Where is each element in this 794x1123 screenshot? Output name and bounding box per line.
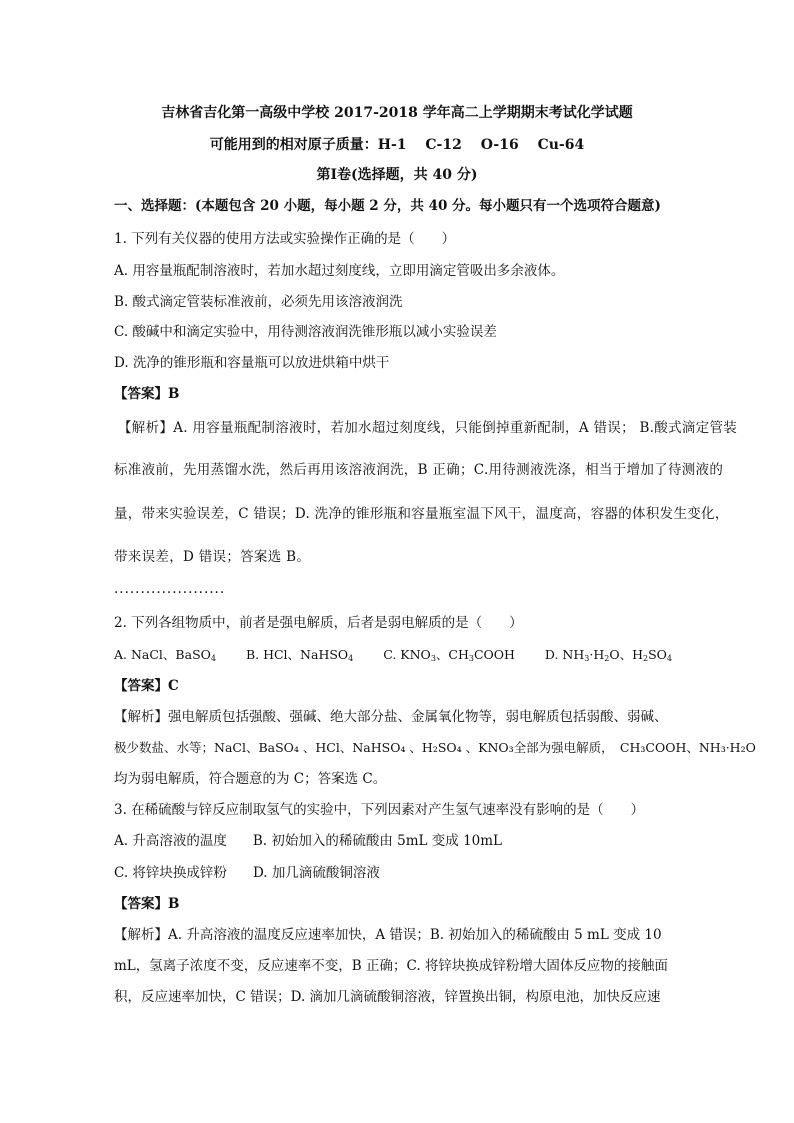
q1-answer: 【答案】B bbox=[114, 386, 180, 402]
q1-explanation-line-3: 量，带来实验误差，C 错误；D. 洗净的锥形瓶和容量瓶室温下风干，温度高，容器的体积发生变化， bbox=[114, 506, 729, 522]
q1-stem: 1. 下列有关仪器的使用方法或实验操作正确的是（ ） bbox=[114, 231, 456, 247]
q3-explanation-line-1: 【解析】A. 升高溶液的温度反应速率加快，A 错误；B. 初始加入的稀硫酸由 5 mL 变成 10 bbox=[114, 927, 662, 943]
q3-explanation-line-2: mL，氢离子浓度不变，反应速率不变，B 正确；C. 将锌块换成锌粉增大固体反应物的接触面 bbox=[114, 958, 668, 974]
q3-options-row-2 bbox=[114, 864, 380, 882]
q2-option-c: C. $KNO_3$、$CH_3COOH$ bbox=[383, 647, 515, 663]
q2-explanation-line-2: 极少数盐、水等；NaCl、BaSO₄ 、HCl、NaHSO₄ 、H₂SO₄ 、KNO₃全部为强电解质， CH₃COOH、NH₃·H₂O bbox=[114, 740, 756, 755]
q3-option-a: A. 升高溶液的温度 bbox=[114, 833, 227, 849]
q2-options-row bbox=[114, 646, 672, 668]
q3-options-row-1 bbox=[114, 832, 502, 850]
exam-title: 吉林省吉化第一高级中学校 2017-2018 学年高二上学期期末考试化学试题 bbox=[161, 105, 633, 121]
q2-explanation-line-1: 【解析】强电解质包括强酸、强碱、绝大部分盐、金属氧化物等，弱电解质包括弱酸、弱碱、 bbox=[114, 709, 668, 725]
q1-explanation-line-1: 【解析】A. 用容量瓶配制溶液时，若加水超过刻度线，只能倒掉重新配制，A 错误； B.酸式滴定管装 bbox=[118, 420, 738, 436]
q2-option-b: B. HCl、NaHSO$_4$ bbox=[245, 647, 354, 663]
atomic-masses-line: 可能用到的相对原子质量：H-1 C-12 O-16 Cu-64 bbox=[209, 137, 585, 153]
q2-stem: 2. 下列各组物质中，前者是强电解质，后者是弱电解质的是（ ） bbox=[114, 615, 523, 631]
separator-dots: ..................... bbox=[114, 581, 226, 597]
q2-explanation-line-3: 均为弱电解质，符合题意的为 C；答案选 C。 bbox=[114, 771, 387, 787]
q3-stem: 3. 在稀硫酸与锌反应制取氢气的实验中，下列因素对产生氢气速率没有影响的是（ ） bbox=[114, 802, 645, 818]
q1-option-b: B. 酸式滴定管装标准液前，必须先用该溶液润洗 bbox=[114, 294, 403, 310]
q3-option-c: C. 将锌块换成锌粉 bbox=[114, 865, 227, 881]
section-heading: 一、选择题：(本题包含 20 小题，每小题 2 分，共 40 分。每小题只有一个选项符合题意) bbox=[114, 198, 661, 214]
q3-option-b: B. 初始加入的稀硫酸由 5mL 变成 10mL bbox=[252, 833, 503, 849]
q1-option-d: D. 洗净的锥形瓶和容量瓶可以放进烘箱中烘干 bbox=[114, 355, 390, 371]
q2-option-d: D. $NH_3\cdot H_2O$、$H_2SO_4$ bbox=[544, 647, 672, 663]
q2-answer: 【答案】C bbox=[114, 678, 179, 694]
q1-option-c: C. 酸碱中和滴定实验中，用待测溶液润洗锥形瓶以减小实验误差 bbox=[114, 324, 497, 340]
q1-explanation-line-4: 带来误差，D 错误；答案选 B。 bbox=[114, 549, 311, 565]
q2-option-a: A. NaCl、BaSO$_4$ bbox=[114, 647, 216, 663]
q1-option-a: A. 用容量瓶配制溶液时，若加水超过刻度线，立即用滴定管吸出多余液体。 bbox=[114, 263, 565, 279]
q1-explanation-line-2: 标准液前，先用蒸馏水洗，然后再用该溶液润洗，B 正确；C.用待测液洗涤，相当于增加了待测液的 bbox=[114, 462, 724, 478]
volume-heading: 第Ⅰ卷(选择题，共 40 分) bbox=[316, 167, 478, 183]
q3-answer: 【答案】B bbox=[114, 896, 180, 912]
q3-option-d: D. 加几滴硫酸铜溶液 bbox=[252, 865, 380, 881]
q3-explanation-line-3: 积，反应速率加快，C 错误；D. 滴加几滴硫酸铜溶液，锌置换出铜，构原电池，加快反应速 bbox=[114, 989, 661, 1005]
